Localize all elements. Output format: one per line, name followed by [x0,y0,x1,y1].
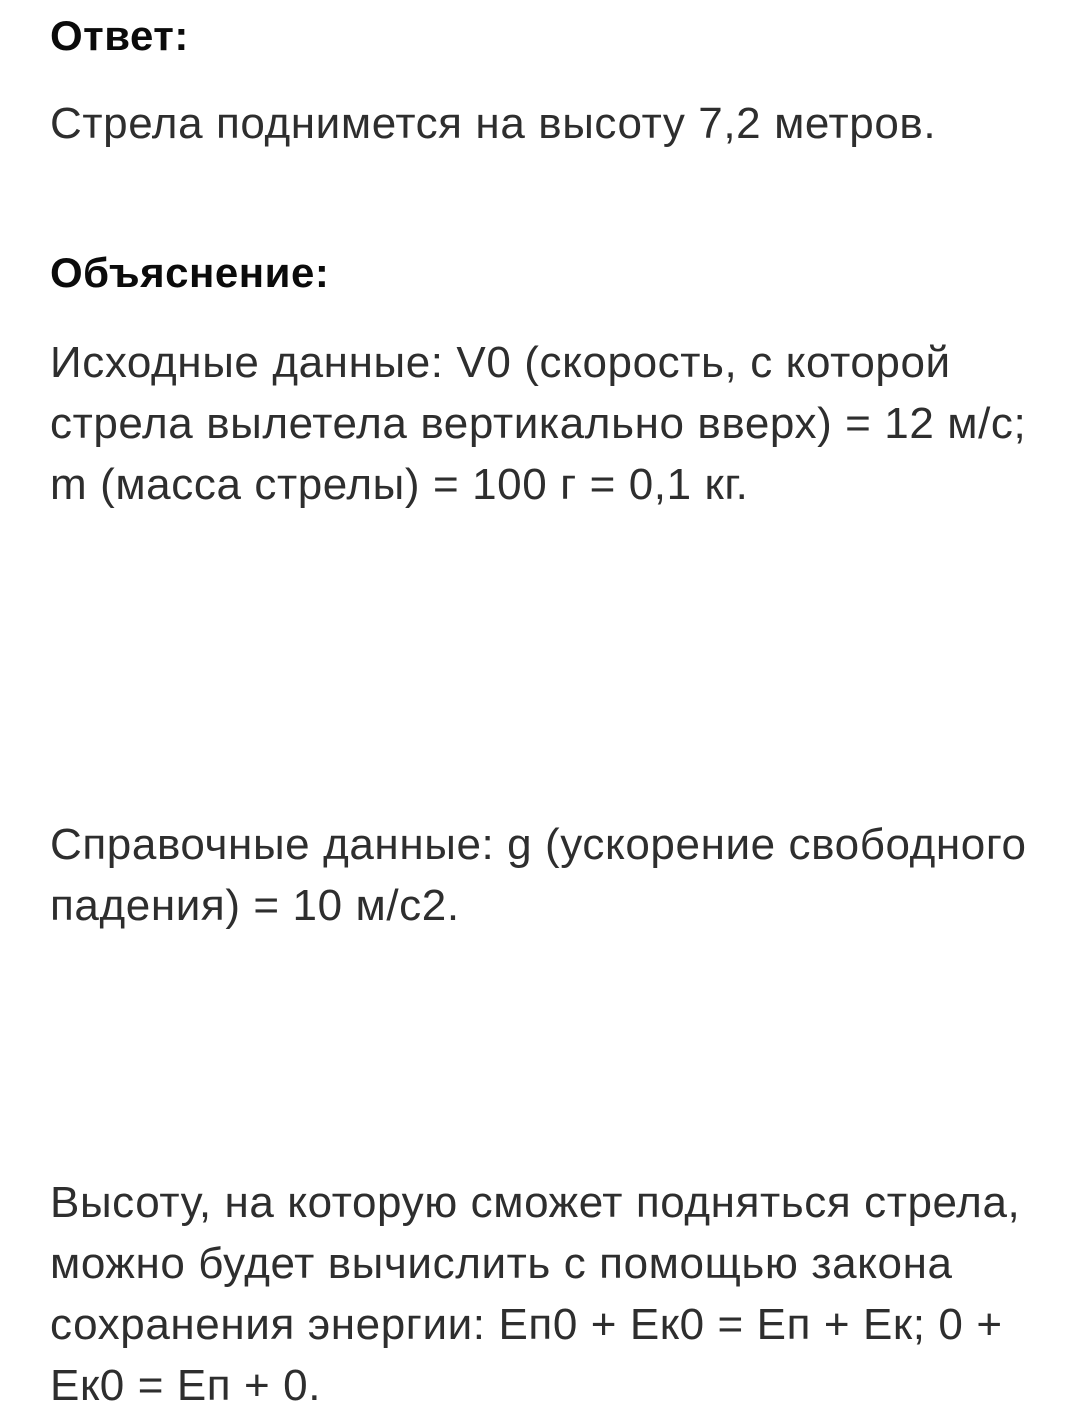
given-data-paragraph: Исходные данные: V0 (скорость, с которой стрела вылетела вертикально вверх) = 12 м/с; m (масса стрелы) = 100 г = 0,1 кг. [50,338,1027,509]
answer-heading: Ответ: [50,12,189,59]
explanation-heading: Объяснение: [50,249,330,296]
height-method-paragraph: Высоту, на которую сможет подняться стрела, можно будет вычислить с помощью закона сохранения энергии: Еп0 + Ек0 = Еп + Ек; 0 + Ек0 = Еп + 0. [50,1178,1021,1410]
answer-text: Стрела поднимется на высоту 7,2 метров. [50,99,937,148]
reference-data-paragraph: Справочные данные: g (ускорение свободного падения) = 10 м/с2. [50,820,1027,930]
